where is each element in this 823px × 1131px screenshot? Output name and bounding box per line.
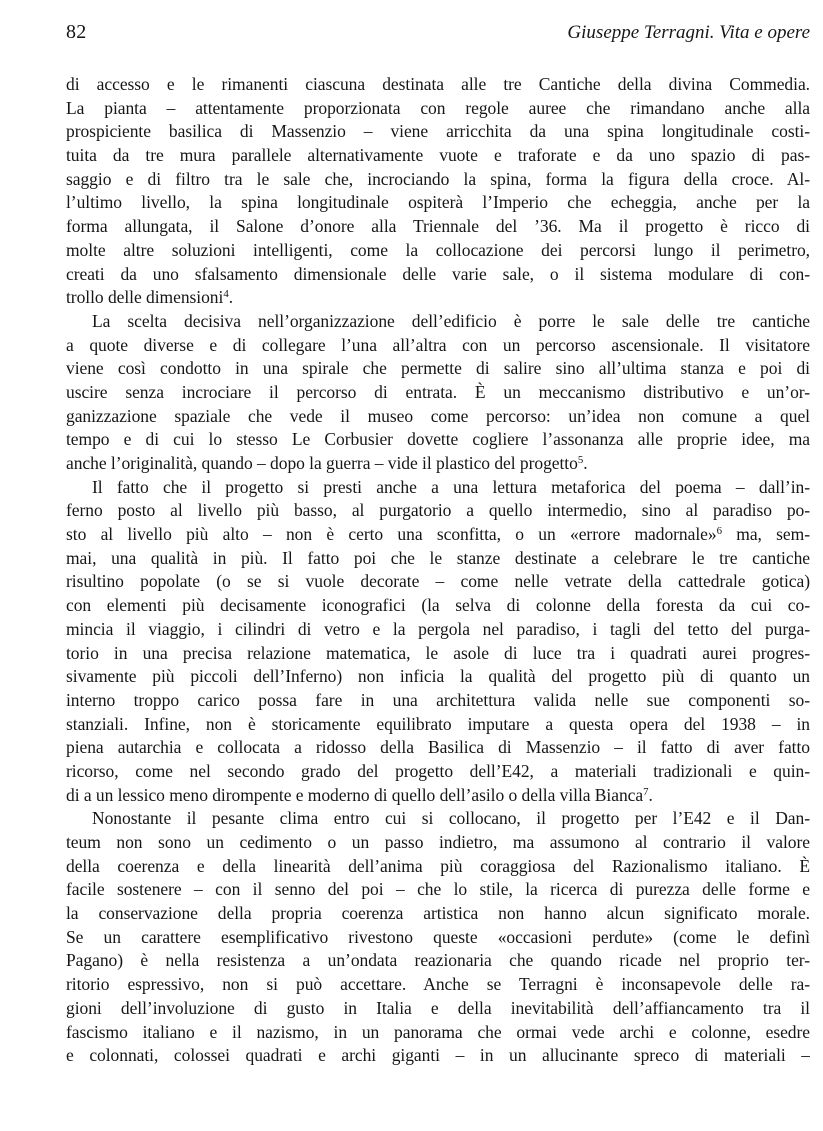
text-line: forma allungata, il Salone d’onore alla Triennale del ’36. Ma il progetto è ricco di (66, 216, 810, 237)
text-line: ricorso, come nel secondo grado del progetto dell’E42, a materiali tradizionali e quin- (66, 760, 810, 781)
text-line: fascismo italiano e il nazismo, in un panorama che ormai vede archi e colonne, esedre (66, 1021, 810, 1042)
text-line: mai, una qualità in più. Il fatto poi che le stanze destinate a celebrare le tre cantiche (66, 547, 810, 568)
page-header (66, 21, 810, 44)
text-line: trollo delle dimensioni$^4$. (66, 287, 234, 308)
text-line: Nonostante il pesante clima entro cui si collocano, il progetto per l’E42 e il Dan- (92, 808, 810, 829)
page-number: 82 (66, 21, 87, 43)
text-line: di a un lessico meno dirompente e moderno di quello dell’asilo o della villa Bianca$^7$. (66, 784, 653, 805)
text-line: creati da uno sfalsamento dimensionale delle varie sale, o il sistema modulare di con- (66, 263, 810, 284)
text-line: saggio e di filtro tra le sale che, incrociando la spina, forma la figura della croce. Al- (66, 168, 810, 189)
footnote-marker: 6 (716, 525, 722, 538)
text-line: tuita da tre mura parallele alternativamente vuote e traforate e da uno spazio di pas- (66, 145, 810, 166)
text-line: anche l’originalità, quando – dopo la guerra – vide il plastico del progetto$^5$. (66, 453, 588, 473)
text-line: Se un carattere esemplificativo rivestono queste «occasioni perdute» (come le definì (66, 926, 810, 947)
text-line: interno troppo carico possa fare in una architettura valida nelle sue componenti so- (66, 689, 810, 710)
footnote-marker: 5 (577, 454, 584, 467)
body-text (66, 73, 810, 1068)
footnote-marker: 4 (223, 288, 229, 301)
footnote-marker: 7 (643, 785, 649, 798)
text-line: la conservazione della propria coerenza artistica non hanno alcun significato morale. (66, 903, 810, 924)
text-line: torio in una precisa relazione matematica, le asole di luce tra i quadrati aurei progres- (66, 642, 810, 663)
text-line: prospiciente basilica di Massenzio – viene arricchita da una spina longitudinale costi- (66, 121, 810, 142)
text-line: piena autarchia e collocata a ridosso della Basilica di Massenzio – il fatto di aver fatto (66, 737, 810, 758)
text-line: gioni dell’involuzione di gusto in Italia e della inevitabilità dell’affiancamento tra il (66, 997, 810, 1018)
text-line: con elementi più decisamente iconografici (la selva di colonne della foresta da cui co- (66, 595, 810, 616)
paragraph (66, 310, 810, 476)
text-line: sivamente più piccoli dell’Inferno) non inficia la qualità del progetto più di quanto un (66, 666, 810, 687)
text-line: ferno posto al livello più basso, al purgatorio a quello intermedio, sino al paradiso po- (66, 500, 810, 521)
text-line: molte altre soluzioni intelligenti, come la collocazione dei percorsi lungo il perimetro, (66, 239, 810, 260)
text-line: a quote diverse e di collegare l’una all’altra con un percorso ascensionale. Il visitatore (66, 334, 810, 355)
text-line: e colonnati, colossei quadrati e archi giganti – in un allucinante spreco di materiali – (66, 1045, 810, 1066)
text-line: Il fatto che il progetto si presti anche a una lettura metaforica del poema – dall’in- (92, 476, 810, 497)
paragraph (66, 807, 810, 1068)
running-title: Giuseppe Terragni. Vita e opere (567, 22, 810, 43)
text-line: ritorio espressivo, non si può accettare. Anche se Terragni è inconsapevole delle ra- (66, 974, 810, 995)
text-line: Pagano) è nella resistenza a un’ondata reazionaria che quando ricade nel proprio ter- (66, 950, 810, 971)
paragraph (66, 73, 810, 310)
text-line: uscire senza incrociare il percorso di entrata. È un meccanismo distributivo e un’or- (66, 381, 810, 402)
text-line: facile sostenere – con il senno del poi – che lo stile, la ricerca di purezza delle forme e (66, 879, 810, 900)
text-line: di accesso e le rimanenti ciascuna destinata alle tre Cantiche della divina Commedia. (66, 74, 810, 94)
text-line: stanziali. Infine, non è storicamente equilibrato imputare a questa opera del 1938 – in (66, 713, 810, 734)
text-line: della coerenza e della linearità dell’anima più coraggiosa del Razionalismo italiano. È (66, 855, 810, 876)
paragraph (66, 476, 810, 808)
text-line: risultino popolate (o se si vuole decorate – come nelle vetrate della cattedrale gotica) (66, 571, 810, 592)
text-line: mincia il viaggio, i cilindri di vetro e la pergola nel paradiso, i tagli del tetto del purga- (66, 618, 810, 639)
text-line: ganizzazione spaziale che vede il museo come percorso: un’idea non comune a quel (66, 405, 810, 426)
text-line: l’ultimo livello, la spina longitudinale ospiterà l’Imperio che echeggia, anche per la (66, 192, 810, 213)
text-line: viene così condotto in una spirale che permette di salire sino all’ultima stanza e poi di (66, 358, 810, 379)
text-line: tempo e di cui lo stesso Le Corbusier dovette cogliere l’assonanza alle proprie idee, ma (66, 429, 810, 450)
text-line: La scelta decisiva nell’organizzazione dell’edificio è porre le sale delle tre cantiche (92, 310, 810, 331)
text-line: sto al livello più alto – non è certo una sconfitta, o un «errore madornale»$^6$ ma, sem- (66, 524, 810, 545)
text-line: La pianta – attentamente proporzionata con regole auree che rimandano anche alla (66, 97, 810, 118)
text-line: teum non sono un cedimento o un passo indietro, ma assumono al contrario il valore (66, 832, 810, 852)
